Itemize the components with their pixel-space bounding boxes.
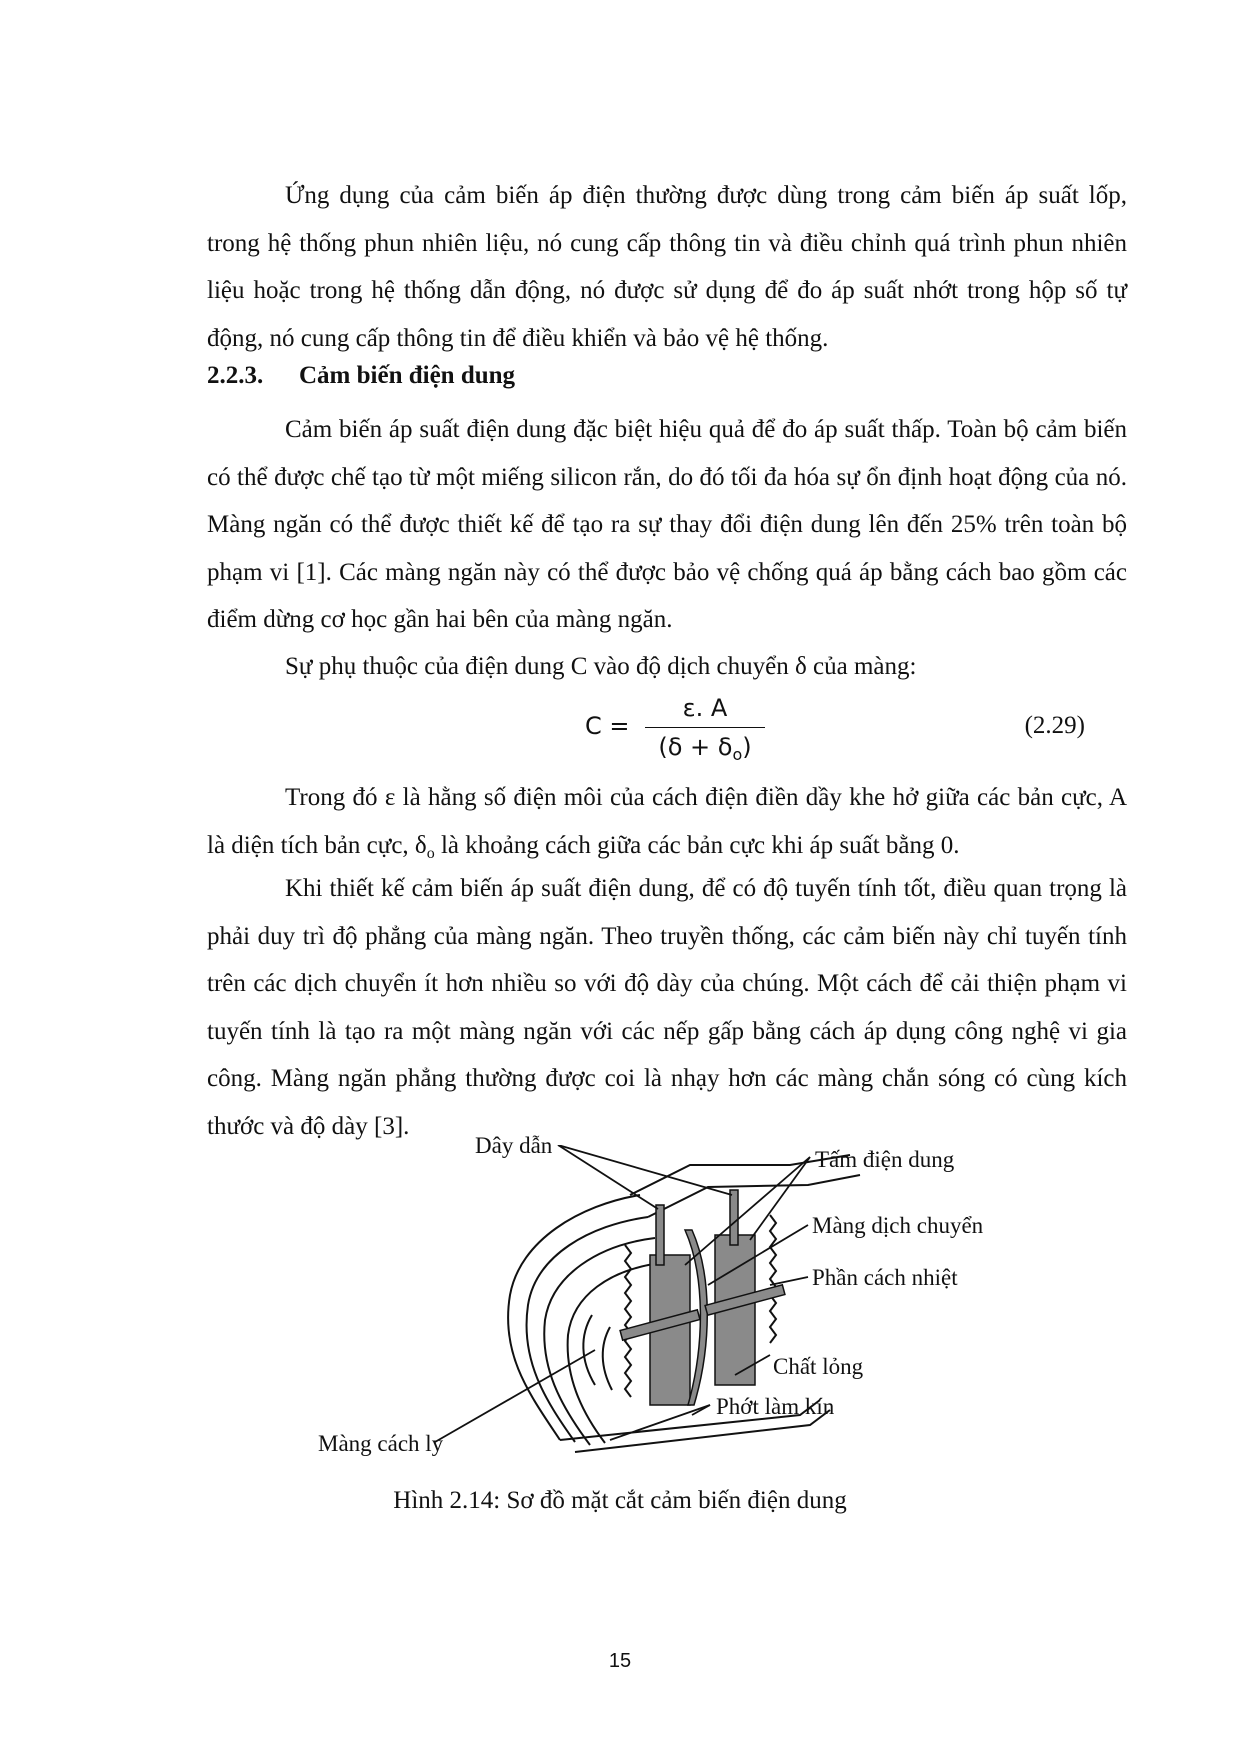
paragraph-design-linearity: Khi thiết kế cảm biến áp suất điện dung, để có độ tuyến tính tốt, điều quan trọng là phải duy trì độ phẳng của màng ngăn. Theo truyền thống, các cảm biến này chỉ tuyến tính trên các dịch chuyển ít hơn nhiều so với độ dày của chúng. Một cách để cải thiện phạm vi tuyến tính là tạo ra một màng ngăn với các nếp gấp bằng cách áp dụng công nghệ vi gia công. Màng ngăn phẳng thường được coi là nhạy hơn các màng chắn sóng có cùng kích thước và độ dày [3].: [207, 875, 1127, 1140]
leader-tam-dien-dung-1: [750, 1157, 810, 1240]
figure-caption: Hình 2.14: Sơ đồ mặt cắt cảm biến điện dung: [393, 1487, 847, 1514]
paragraph-capacitance-dependence: Sự phụ thuộc của điện dung C vào độ dịch chuyển δ của màng:: [285, 653, 917, 680]
left-lead-wire: [656, 1205, 664, 1265]
leader-mang-cach-ly: [435, 1350, 595, 1442]
section-heading: [207, 362, 515, 390]
figure-label-chat-long: Chất lỏng: [773, 1354, 864, 1379]
right-lead-wire: [730, 1190, 738, 1245]
fraction-bar: [645, 727, 765, 728]
sensor-cross-section-drawing: [330, 1145, 1110, 1485]
paragraph-piezo-applications: Ứng dụng của cảm biến áp điện thường được dùng trong cảm biến áp suất lốp, trong hệ thống phun nhiên liệu, nó cung cấp thông tin và điều chỉnh quá trình phun nhiên liệu hoặc trong hệ thống dẫn động, nó được sử dụng để đo áp suất nhớt trong hộp số tự động, nó cung cấp thông tin để điều khiển và bảo vệ hệ thống.: [207, 182, 1127, 352]
equation-number: (2.29): [1024, 712, 1085, 739]
equation-lhs: C =: [585, 712, 630, 740]
inner-ring-arc: [568, 1263, 660, 1443]
leader-day-dan-1: [558, 1145, 658, 1209]
figure-label-tam-dien-dung: Tấm điện dung: [815, 1147, 955, 1172]
paragraph-capacitive-intro: Cảm biến áp suất điện dung đặc biệt hiệu quả để đo áp suất thấp. Toàn bộ cảm biến có thể được chế tạo từ một miếng silicon rắn, do đó tối đa hóa sự ổn định hoạt động của nó. Màng ngăn có thể được thiết kế để tạo ra sự thay đổi điện dung lên đến 25% trên toàn bộ phạm vi [1]. Các màng ngăn này có thể được bảo vệ chống quá áp bằng cách bao gồm các điểm dừng cơ học gần hai bên của màng ngăn.: [207, 416, 1127, 633]
section-title: Cảm biến điện dung: [299, 362, 516, 389]
equation-numerator: ε. A: [682, 694, 728, 722]
middle-ring-arc: [544, 1238, 655, 1445]
figure-label-mang-cach-ly: Màng cách ly: [318, 1431, 444, 1456]
isolation-diaphragm-arc-inner: [603, 1327, 612, 1390]
paragraph-symbol-definitions: Trong đó ε là hằng số điện môi của cách điện điền dầy khe hở giữa các bản cực, A là diện tích bản cực, $\delta_o$ là khoảng cách giữa các bản cực khi áp suất bằng 0.: [207, 784, 1127, 862]
right-isolation-diaphragm-wave: [770, 1215, 776, 1343]
outer-housing-arc: [508, 1195, 640, 1440]
equation-body: [585, 692, 925, 770]
left-isolation-diaphragm-wave: [625, 1245, 631, 1397]
equation-fraction: [645, 692, 765, 763]
leader-phan-cach-nhiet: [770, 1277, 808, 1285]
equation-denominator: $(\delta + \delta_o)$: [658, 733, 752, 764]
figure-label-phot-lam-kin: Phớt làm kín: [716, 1394, 835, 1419]
figure-label-phan-cach-nhiet: Phần cách nhiệt: [812, 1265, 958, 1290]
leader-phot-lam-kin-1: [610, 1405, 710, 1440]
top-ring-edge-inner: [648, 1175, 860, 1217]
figure-label-mang-dich-chuyen: Màng dịch chuyển: [812, 1213, 984, 1238]
equation-2-29: [207, 692, 1127, 770]
section-number: 2.2.3.: [207, 362, 264, 389]
figure-capacitive-sensor-cross-section: [318, 1133, 1110, 1485]
figure-label-day-dan: Dây dẫn: [475, 1133, 553, 1158]
page-number: 15: [608, 1650, 632, 1672]
